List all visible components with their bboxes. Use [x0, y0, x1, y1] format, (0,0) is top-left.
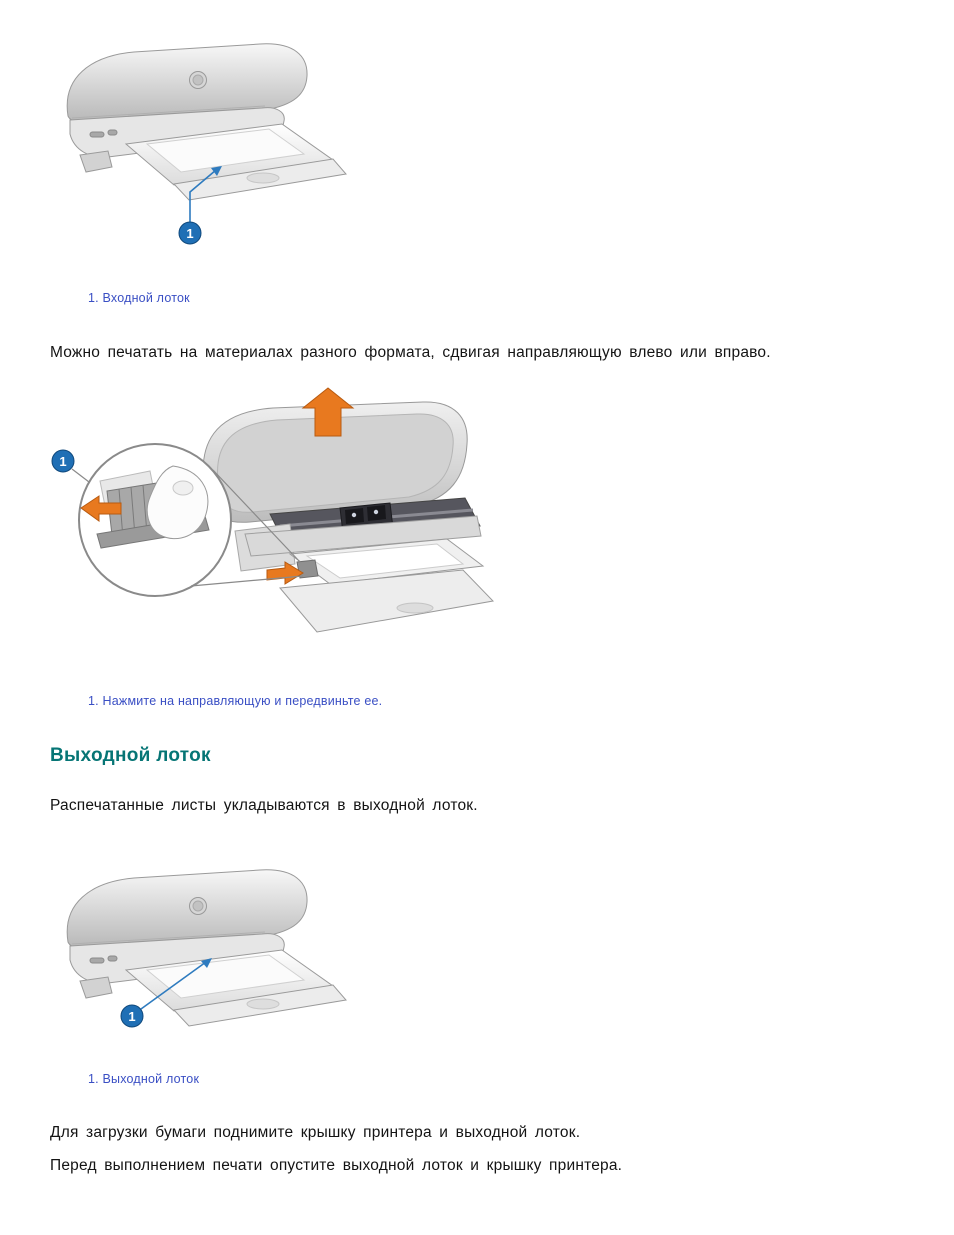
figure1-caption: 1. Входной лоток: [88, 291, 190, 305]
callout-1-number: 1: [186, 226, 194, 241]
figure-input-tray: [50, 36, 350, 251]
tray-notch: [247, 173, 279, 183]
figure3-caption: 1. Выходной лоток: [88, 1072, 200, 1086]
power-button: [90, 958, 104, 963]
printer-closed-illustration: [50, 36, 350, 251]
callout-1-number: 1: [59, 454, 67, 469]
printer-foot: [80, 977, 112, 998]
printer-open-illustration: [45, 386, 495, 658]
callout-line: [72, 469, 89, 482]
section-heading-output-tray: Выходной лоток: [50, 745, 211, 766]
figure-output-tray: [50, 862, 350, 1037]
output-tray: [280, 570, 493, 632]
thumb-nail: [173, 481, 193, 495]
figure2-caption: 1. Нажмите на направляющую и передвиньте ее.: [88, 694, 383, 708]
power-button: [90, 132, 104, 137]
printer-body: [67, 44, 346, 200]
resume-button: [108, 956, 117, 961]
printer-body: [67, 870, 346, 1026]
resume-button: [108, 130, 117, 135]
paragraph-load-paper: Для загрузки бумаги поднимите крышку принтера и выходной лоток.: [50, 1124, 581, 1141]
cartridge-label-left: [352, 513, 356, 517]
figure-paper-guide: [45, 386, 495, 658]
callout-1-number: 1: [128, 1009, 136, 1024]
tray-notch: [397, 603, 433, 613]
cartridge-label-right: [374, 510, 378, 514]
tray-notch: [247, 999, 279, 1009]
paragraph-output-tray-intro: Распечатанные листы укладываются в выходной лоток.: [50, 797, 478, 814]
paragraph-media-formats: Можно печатать на материалах разного формата, сдвигая направляющую влево или вправо.: [50, 344, 771, 361]
hp-logo-inner: [193, 901, 203, 911]
printer-foot: [80, 151, 112, 172]
hp-logo-inner: [193, 75, 203, 85]
printer-closed-illustration: [50, 862, 350, 1037]
paragraph-before-printing: Перед выполнением печати опустите выходной лоток и крышку принтера.: [50, 1157, 623, 1174]
